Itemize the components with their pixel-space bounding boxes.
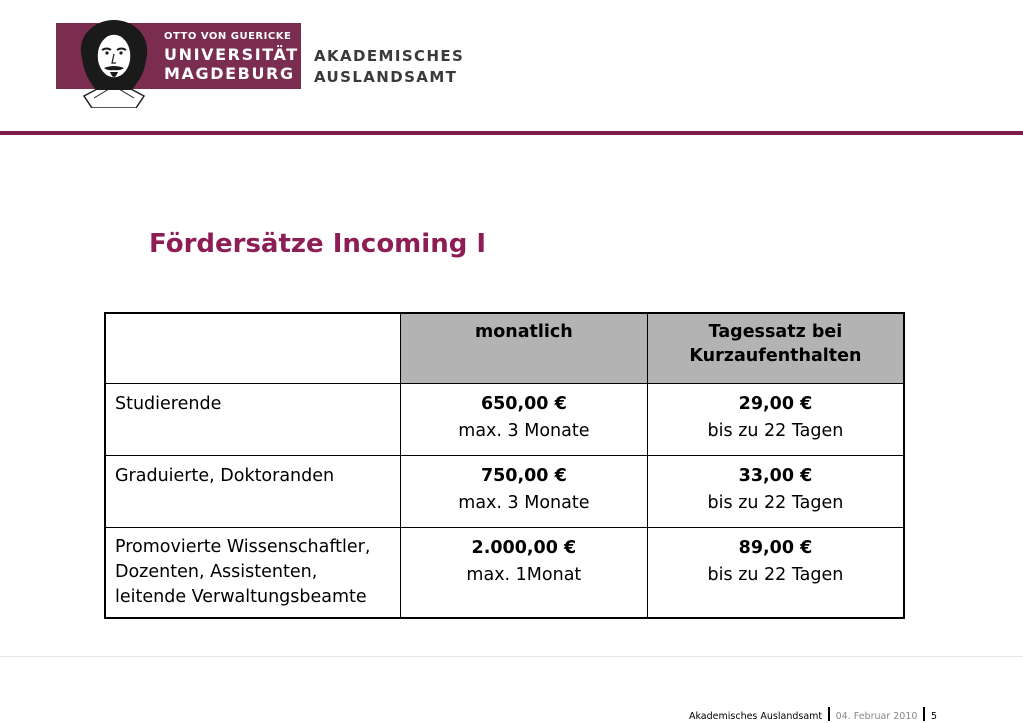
table-header-monthly: monatlich	[400, 313, 647, 384]
monthly-cell	[400, 456, 647, 528]
table-header-daily-rate: Tagessatz bei Kurzaufenthalten	[647, 313, 904, 384]
slide-title: Fördersätze Incoming I	[149, 229, 487, 259]
daily-amount: 33,00 €	[738, 466, 813, 486]
monthly-note: max. 3 Monate	[458, 493, 590, 513]
daily-cell	[647, 528, 904, 619]
monthly-note: max. 3 Monate	[458, 421, 590, 441]
footer-date: 04. Februar 2010	[835, 710, 918, 722]
footer-separator	[828, 707, 830, 721]
footer-divider	[0, 656, 1023, 657]
logo-text-line-2: UNIVERSITÄT	[164, 45, 299, 64]
logo-text-line-3: MAGDEBURG	[164, 64, 295, 83]
otto-von-guericke-portrait-icon	[74, 18, 154, 108]
daily-note: bis zu 22 Tagen	[707, 565, 844, 585]
daily-note: bis zu 22 Tagen	[707, 493, 844, 513]
monthly-cell	[400, 528, 647, 619]
office-name-line-2: AUSLANDSAMT	[314, 68, 458, 86]
table-row	[105, 384, 904, 456]
row-label: Graduierte, Doktoranden	[105, 456, 400, 528]
table-header-empty	[105, 313, 400, 384]
row-label: Studierende	[105, 384, 400, 456]
page-number: 5	[930, 710, 937, 722]
funding-rates-table	[104, 312, 905, 619]
table-row	[105, 456, 904, 528]
table-header-row	[105, 313, 904, 384]
logo-text-line-1: OTTO VON GUERICKE	[164, 31, 292, 42]
row-label-line: leitende Verwaltungsbeamte	[115, 587, 367, 607]
office-name-line-1: AKADEMISCHES	[314, 47, 465, 65]
monthly-amount: 2.000,00 €	[471, 538, 577, 558]
footer-separator	[923, 707, 925, 721]
monthly-note: max. 1Monat	[466, 565, 582, 585]
daily-cell	[647, 384, 904, 456]
daily-amount: 89,00 €	[738, 538, 813, 558]
row-label	[105, 528, 400, 619]
monthly-cell	[400, 384, 647, 456]
header-divider	[0, 131, 1023, 135]
row-label-line: Promovierte Wissenschaftler,	[115, 537, 371, 557]
slide-footer	[689, 709, 937, 723]
daily-note: bis zu 22 Tagen	[707, 421, 844, 441]
monthly-amount: 750,00 €	[480, 466, 567, 486]
daily-cell	[647, 456, 904, 528]
monthly-amount: 650,00 €	[480, 394, 567, 414]
row-label-line: Dozenten, Assistenten,	[115, 562, 318, 582]
footer-office: Akademisches Auslandsamt	[688, 710, 823, 722]
table-row	[105, 528, 904, 619]
daily-amount: 29,00 €	[738, 394, 813, 414]
